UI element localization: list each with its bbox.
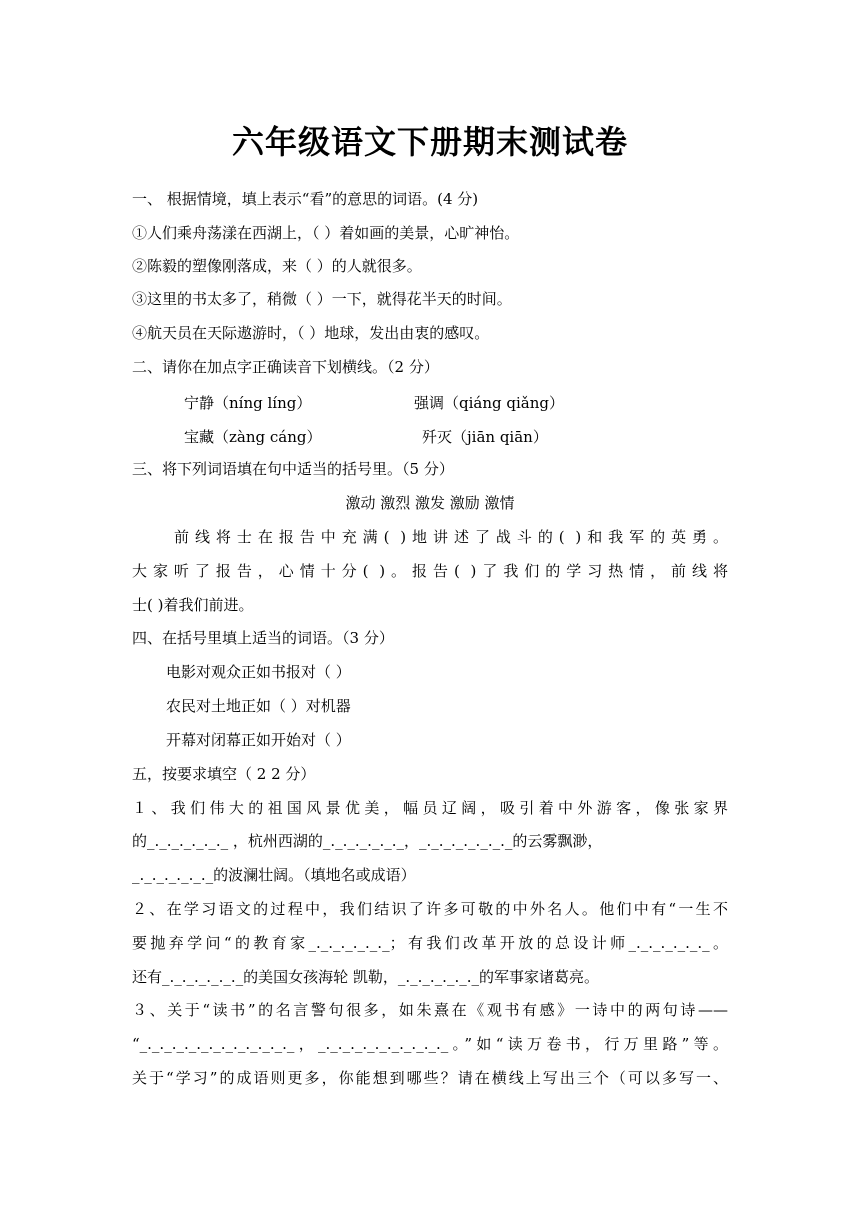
pinyin-row-1-right: 强调（qiáng qiǎng） bbox=[414, 394, 564, 412]
section-5-line-4: ２、在学习语文的过程中，我们结识了许多可敬的中外名人。他们中有“一生不 bbox=[132, 900, 728, 918]
section-4-item-3: 开幕对闭幕正如开始对（ ） bbox=[166, 731, 351, 749]
section-1-item-3: ③这里的书太多了，稍微（ ）一下，就得花半天的时间。 bbox=[132, 290, 512, 308]
section-3-line-2: 大家听了报告，心情十分( )。报告( )了我们的学习热情，前线将 bbox=[132, 562, 728, 580]
section-1-heading: 一、 根据情境，填上表示“看”的意思的词语。(4 分) bbox=[132, 190, 479, 208]
section-5-line-7: ３、关于“读书”的名言警句很多，如朱熹在《观书有感》一诗中的两句诗—— bbox=[132, 1001, 728, 1019]
section-5-line-2: 的_._._._._._._ ，杭州西湖的_._._._._._._，_._._._._._._._的云雾飘渺， bbox=[132, 832, 603, 850]
pinyin-row-1-left: 宁静（níng líng） bbox=[184, 394, 312, 412]
section-3-line-1: 前线将士在报告中充满( )地讲述了战斗的( )和我军的英勇。 bbox=[174, 528, 728, 546]
section-1-item-4: ④航天员在天际遨游时，（ ）地球，发出由衷的感叹。 bbox=[132, 324, 490, 342]
section-3-line-3: 士( )着我们前进。 bbox=[132, 596, 254, 614]
section-4-item-2: 农民对土地正如（ ）对机器 bbox=[166, 697, 351, 715]
section-5-line-1: １、我们伟大的祖国风景优美，幅员辽阔，吸引着中外游客，像张家界 bbox=[132, 799, 728, 817]
pinyin-row-2-right: 歼灭（jiān qiān） bbox=[422, 428, 548, 446]
section-3-heading: 三、将下列词语填在句中适当的括号里。（5 分） bbox=[132, 460, 454, 478]
section-5-line-5: 要抛弃学问“的教育家_._._._._._._；有我们改革开放的总设计师_._._._._._._。 bbox=[132, 934, 728, 952]
word-bank: 激动 激烈 激发 激励 激情 bbox=[345, 494, 515, 512]
section-1-item-1: ①人们乘舟荡漾在西湖上，（ ）着如画的美景，心旷神怡。 bbox=[132, 224, 520, 242]
section-5-heading: 五，按要求填空（ 2 2 分） bbox=[132, 765, 316, 783]
section-5-line-3: _._._._._._._的波澜壮阔。（填地名或成语） bbox=[132, 866, 416, 884]
pinyin-row-2-left: 宝藏（zàng cáng） bbox=[184, 428, 322, 446]
section-4-heading: 四、在括号里填上适当的词语。（3 分） bbox=[132, 629, 394, 647]
section-2-heading: 二、请你在加点字正确读音下划横线。（2 分） bbox=[132, 358, 439, 376]
section-5-line-8: “_._._._._._._._._._._._._，_._._._._._._._._._._。”如“读万卷书，行万里路”等。 bbox=[132, 1035, 728, 1053]
section-5-line-6: 还有_._._._._._._的美国女孩海轮 凯勒，_._._._._._._的军事家诸葛亮。 bbox=[132, 968, 599, 986]
page-title: 六年级语文下册期末测试卷 bbox=[231, 123, 628, 161]
section-5-line-9: 关于“学习”的成语则更多，你能想到哪些？请在横线上写出三个（可以多写一、 bbox=[132, 1069, 728, 1087]
section-1-item-2: ②陈毅的塑像刚落成，来（ ）的人就很多。 bbox=[132, 257, 422, 275]
section-4-item-1: 电影对观众正如书报对（ ） bbox=[166, 663, 351, 681]
